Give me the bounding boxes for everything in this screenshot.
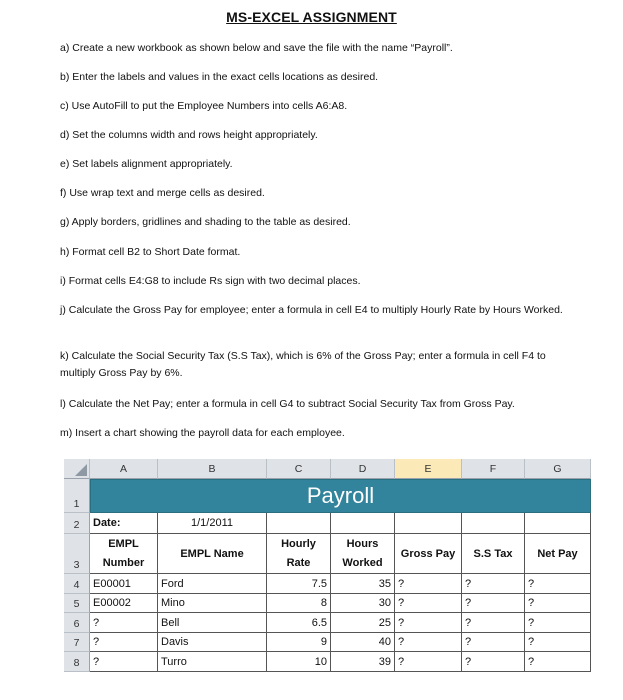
cell-empl-number[interactable]: ?	[90, 613, 158, 633]
cell-e2[interactable]	[395, 513, 462, 534]
cell-empl-name[interactable]: Bell	[158, 613, 267, 633]
instruction-k: k) Calculate the Social Security Tax (S.S Tax), which is 6% of the Gross Pay; enter a formula in cell F4 to multiply Gross Pay by 6%.	[60, 350, 546, 379]
header-hours-worked[interactable]	[331, 534, 395, 574]
column-header-c[interactable]: C	[267, 459, 331, 479]
column-header-b[interactable]: B	[158, 459, 267, 479]
cell-gross-pay[interactable]: ?	[395, 652, 462, 672]
cell-empl-name[interactable]: Turro	[158, 652, 267, 672]
header-empl-name[interactable]: EMPL Name	[158, 534, 267, 574]
cell-empl-name[interactable]: Ford	[158, 574, 267, 594]
instruction-i: i) Format cells E4:G8 to include Rs sign with two decimal places.	[60, 275, 361, 287]
spreadsheet	[64, 459, 591, 672]
cell-hours-worked[interactable]: 39	[331, 652, 395, 672]
cell-ss-tax[interactable]: ?	[462, 594, 525, 613]
header-hourly-rate-line1: Hourly	[281, 537, 316, 550]
cell-empl-number[interactable]: ?	[90, 633, 158, 652]
cell-hours-worked[interactable]: 40	[331, 633, 395, 652]
cell-hours-worked[interactable]: 25	[331, 613, 395, 633]
row-header-5[interactable]: 5	[64, 594, 90, 613]
page-title: MS-EXCEL ASSIGNMENT	[226, 9, 397, 25]
column-header-g[interactable]: G	[525, 459, 591, 479]
column-header-d[interactable]: D	[331, 459, 395, 479]
instruction-f: f) Use wrap text and merge cells as desired.	[60, 187, 265, 199]
cell-net-pay[interactable]: ?	[525, 633, 591, 652]
header-hours-worked-line1: Hours	[346, 537, 379, 550]
row-header-6[interactable]: 6	[64, 613, 90, 633]
cell-ss-tax[interactable]: ?	[462, 574, 525, 594]
select-all-corner[interactable]	[64, 459, 90, 479]
cell-empl-number[interactable]: ?	[90, 652, 158, 672]
cell-c2[interactable]	[267, 513, 331, 534]
header-empl-number-line1: EMPL	[108, 537, 139, 550]
row-header-2[interactable]: 2	[64, 513, 90, 534]
header-net-pay[interactable]: Net Pay	[525, 534, 591, 574]
cell-hourly-rate[interactable]: 9	[267, 633, 331, 652]
cell-net-pay[interactable]: ?	[525, 652, 591, 672]
row-header-4[interactable]: 4	[64, 574, 90, 594]
cell-net-pay[interactable]: ?	[525, 574, 591, 594]
header-hourly-rate-line2: Rate	[286, 556, 311, 569]
instruction-l: l) Calculate the Net Pay; enter a formula in cell G4 to subtract Social Security Tax from Gross Pay.	[60, 398, 515, 410]
cell-gross-pay[interactable]: ?	[395, 633, 462, 652]
cell-empl-name[interactable]: Mino	[158, 594, 267, 613]
instruction-e: e) Set labels alignment appropriately.	[60, 158, 233, 170]
instruction-c: c) Use AutoFill to put the Employee Numbers into cells A6:A8.	[60, 100, 348, 112]
cell-gross-pay[interactable]: ?	[395, 574, 462, 594]
cell-gross-pay[interactable]: ?	[395, 594, 462, 613]
row-header-7[interactable]: 7	[64, 633, 90, 652]
instruction-j: j) Calculate the Gross Pay for employee; enter a formula in cell E4 to multiply Hourly Rate by Hours Worked.	[60, 304, 563, 316]
instruction-h: h) Format cell B2 to Short Date format.	[60, 246, 241, 258]
row-header-1[interactable]: 1	[64, 479, 90, 513]
column-header-f[interactable]: F	[462, 459, 525, 479]
header-hours-worked-line2: Worked	[342, 556, 383, 569]
payroll-banner[interactable]: Payroll	[90, 479, 591, 513]
cell-f2[interactable]	[462, 513, 525, 534]
instruction-g: g) Apply borders, gridlines and shading to the table as desired.	[60, 216, 351, 228]
cell-net-pay[interactable]: ?	[525, 594, 591, 613]
cell-hourly-rate[interactable]: 8	[267, 594, 331, 613]
instruction-b: b) Enter the labels and values in the exact cells locations as desired.	[60, 71, 379, 83]
cell-hours-worked[interactable]: 35	[331, 574, 395, 594]
header-ss-tax[interactable]: S.S Tax	[462, 534, 525, 574]
instruction-d: d) Set the columns width and rows height appropriately.	[60, 129, 318, 141]
header-hourly-rate[interactable]	[267, 534, 331, 574]
header-empl-number-line2: Number	[102, 556, 145, 569]
row-header-8[interactable]: 8	[64, 652, 90, 672]
cell-d2[interactable]	[331, 513, 395, 534]
instruction-a: a) Create a new workbook as shown below and save the file with the name “Payroll”.	[60, 42, 453, 54]
column-header-a[interactable]: A	[90, 459, 158, 479]
cell-ss-tax[interactable]: ?	[462, 652, 525, 672]
corner-triangle-icon	[75, 464, 87, 476]
header-empl-number[interactable]	[90, 534, 158, 574]
header-gross-pay[interactable]: Gross Pay	[395, 534, 462, 574]
cell-gross-pay[interactable]: ?	[395, 613, 462, 633]
cell-hourly-rate[interactable]: 10	[267, 652, 331, 672]
date-value-cell[interactable]: 1/1/2011	[158, 513, 267, 534]
cell-ss-tax[interactable]: ?	[462, 633, 525, 652]
cell-hourly-rate[interactable]: 6.5	[267, 613, 331, 633]
cell-empl-number[interactable]: E00001	[90, 574, 158, 594]
instruction-m: m) Insert a chart showing the payroll data for each employee.	[60, 427, 345, 439]
cell-hourly-rate[interactable]: 7.5	[267, 574, 331, 594]
date-label-cell[interactable]: Date:	[90, 513, 158, 534]
cell-empl-name[interactable]: Davis	[158, 633, 267, 652]
cell-net-pay[interactable]: ?	[525, 613, 591, 633]
cell-g2[interactable]	[525, 513, 591, 534]
cell-ss-tax[interactable]: ?	[462, 613, 525, 633]
row-header-3[interactable]: 3	[64, 534, 90, 574]
cell-hours-worked[interactable]: 30	[331, 594, 395, 613]
column-header-e[interactable]: E	[395, 459, 462, 479]
cell-empl-number[interactable]: E00002	[90, 594, 158, 613]
